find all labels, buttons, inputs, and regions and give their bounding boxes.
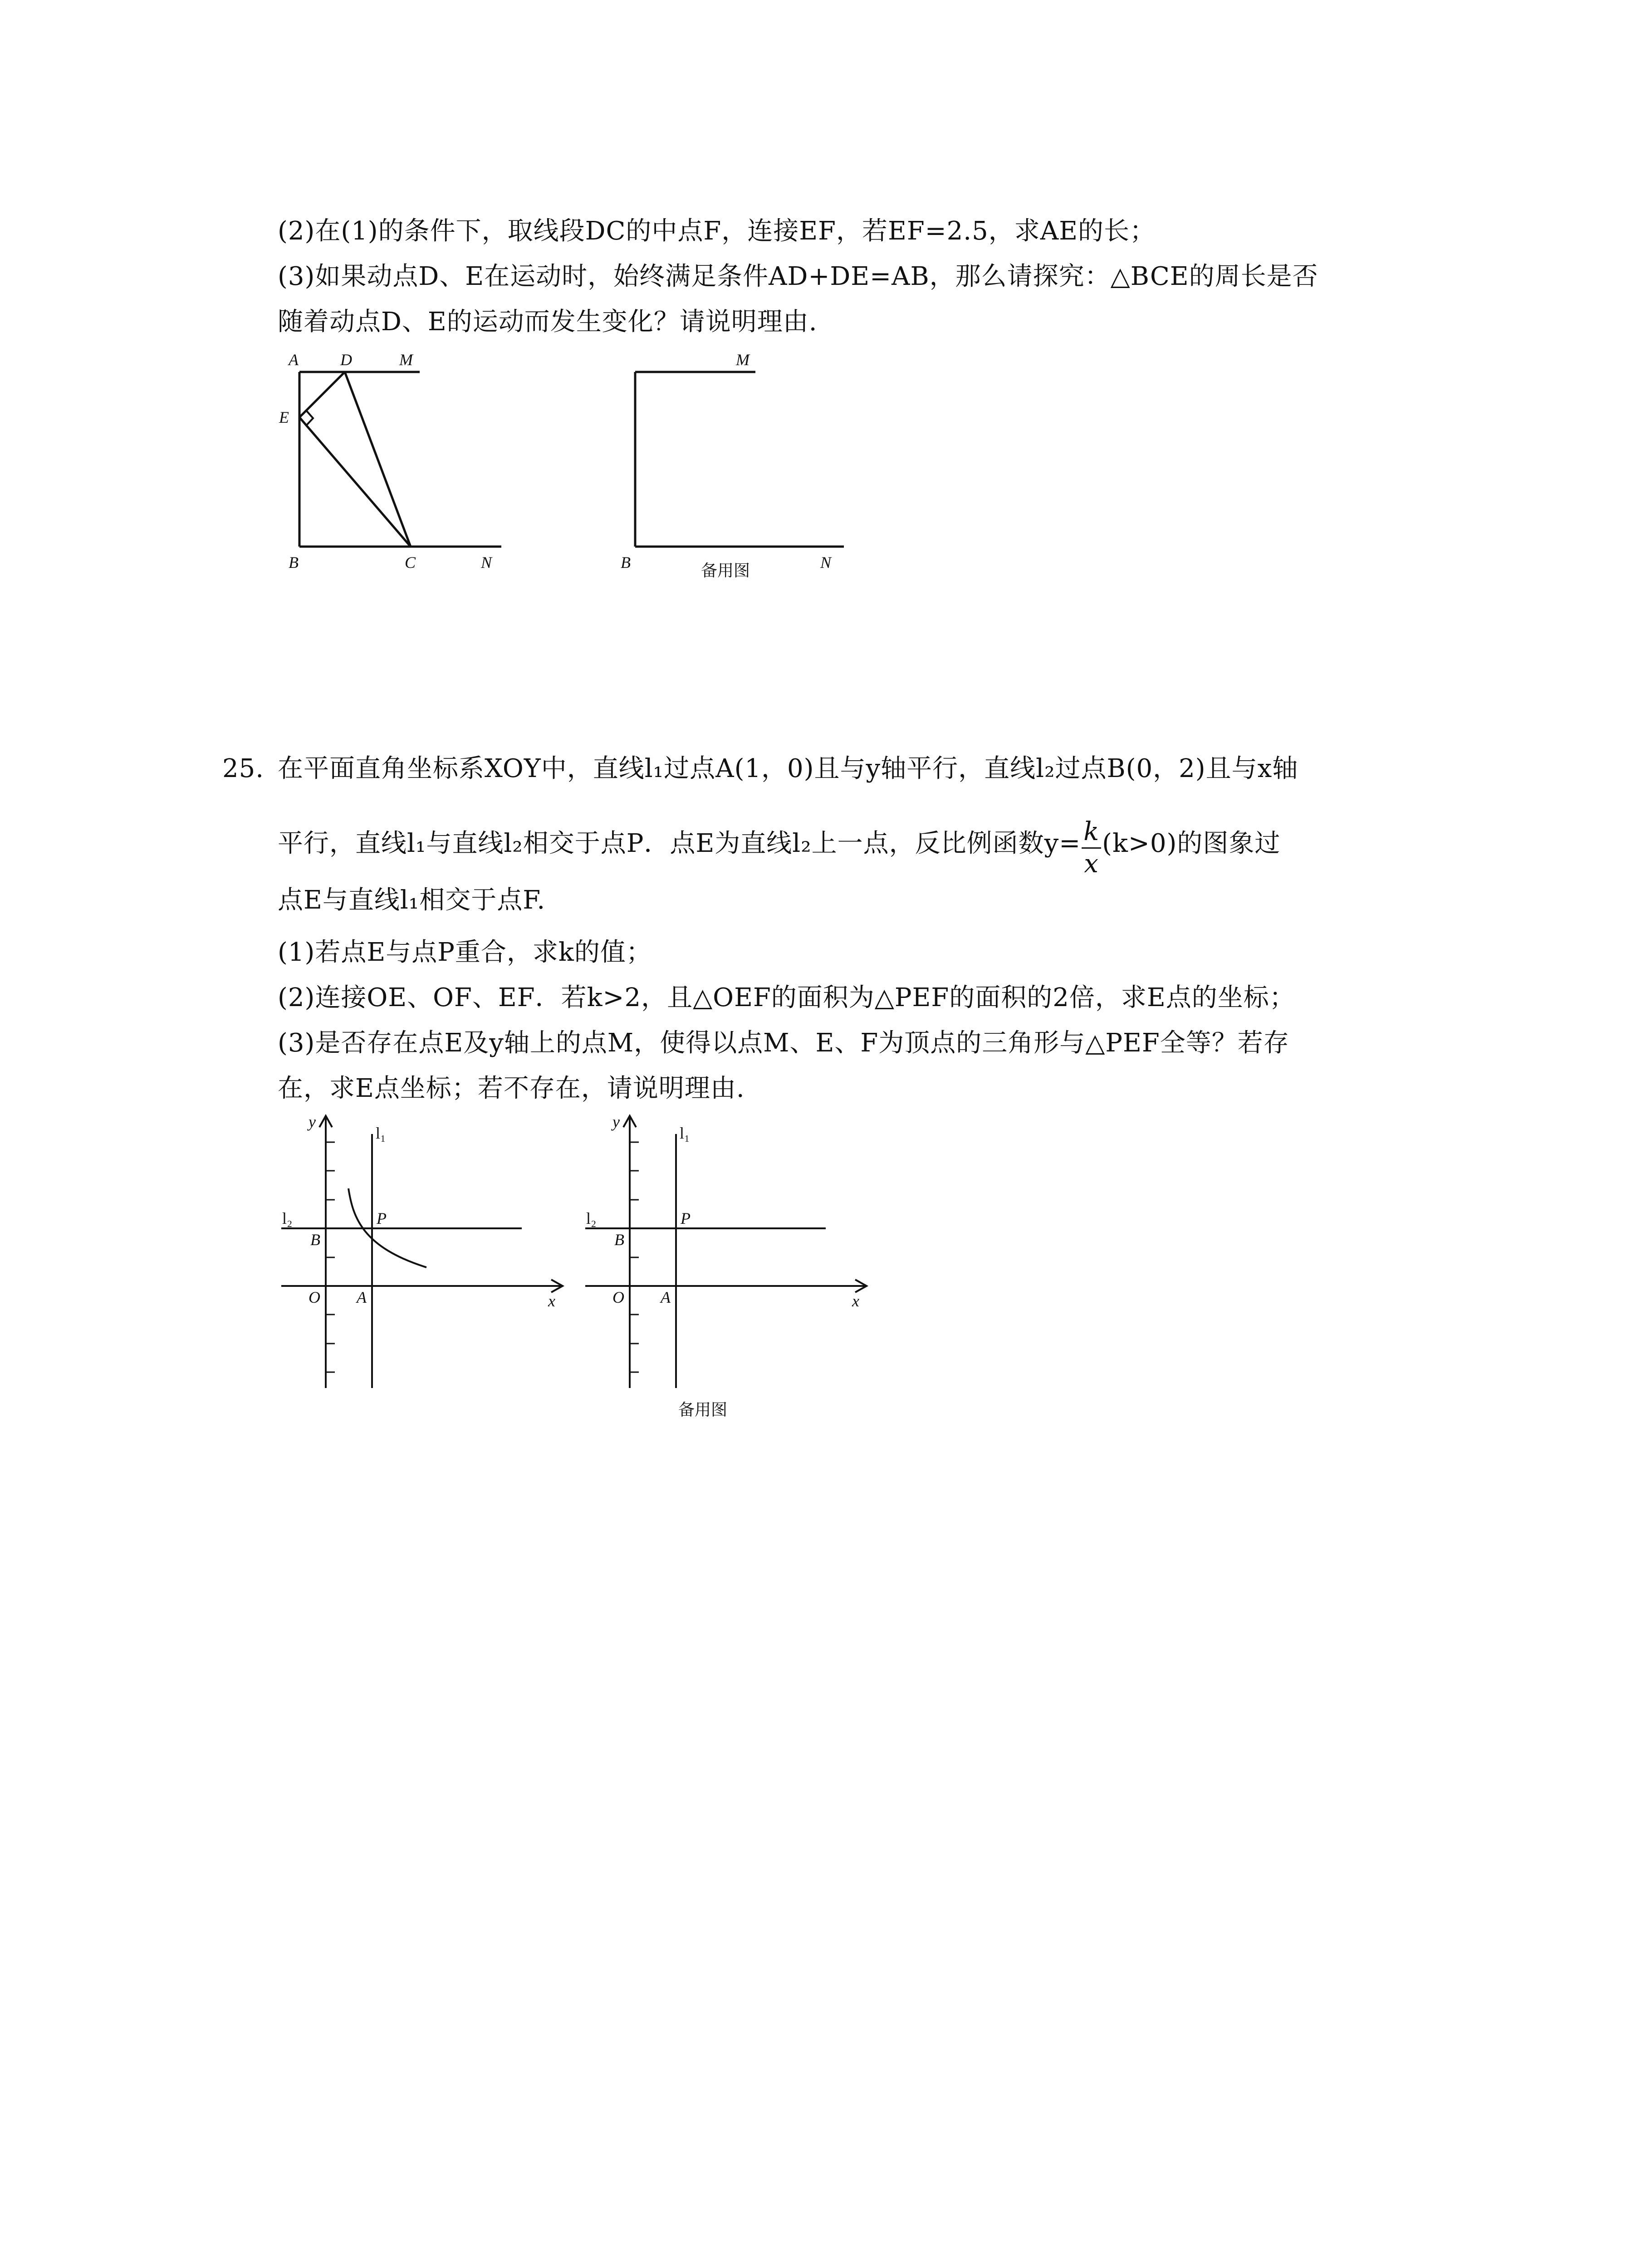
spare-graph-label-P: P <box>681 1209 691 1227</box>
label-C: C <box>405 553 416 572</box>
spare-caption: 备用图 <box>701 562 750 580</box>
q25-graph-spare <box>576 1107 876 1424</box>
spare-graph-label-l1: l₁ <box>680 1124 690 1142</box>
spare-graph-label-A: A <box>661 1288 671 1306</box>
q25-line2-after: (k>0)的图象过 <box>1102 829 1281 858</box>
q24-part2: (2)在(1)的条件下，取线段DC的中点F，连接EF，若EF=2.5，求AE的长； <box>278 216 1156 246</box>
graph-label-y: y <box>309 1113 316 1131</box>
label-N: N <box>481 553 492 572</box>
q25-graph-main <box>272 1107 572 1406</box>
label-E: E <box>279 408 289 426</box>
q25-part1: (1)若点E与点P重合，求k的值； <box>278 938 652 967</box>
fraction-denominator: x <box>1084 849 1099 879</box>
q25-line1: 在平面直角坐标系XOY中，直线l₁过点A(1，0)且与y轴平行，直线l₂过点B(0，2)且与x轴 <box>278 754 1298 783</box>
spare-label-N: N <box>820 553 832 572</box>
spare-graph-label-l2: l₂ <box>586 1209 597 1227</box>
q25-line2-before: 平行，直线l₁与直线l₂相交于点P．点E为直线l₂上一点，反比例函数y= <box>278 829 1081 858</box>
graph-label-O: O <box>309 1288 320 1306</box>
graph-label-B: B <box>310 1231 320 1249</box>
graph-label-l1: l₁ <box>376 1124 386 1142</box>
q25-part3-line1: (3)是否存在点E及y轴上的点M，使得以点M、E、F为顶点的三角形与△PEF全等？若存 <box>278 1028 1289 1058</box>
spare-graph-caption: 备用图 <box>678 1401 728 1419</box>
q24-figure-spare <box>617 345 871 581</box>
q25-line3: 点E与直线l₁相交于点F. <box>278 885 546 915</box>
spare-graph-label-x: x <box>852 1292 859 1310</box>
q24-part3-line2: 随着动点D、E的运动而发生变化？请说明理由. <box>278 307 818 337</box>
spare-graph-label-y: y <box>612 1113 620 1131</box>
spare-graph-label-B: B <box>614 1231 624 1249</box>
q25-part2: (2)连接OE、OF、EF．若k>2，且△OEF的面积为△PEF的面积的2倍，求E点的坐标； <box>278 983 1295 1012</box>
spare-label-M: M <box>736 351 749 369</box>
fraction-k-over-x <box>1082 819 1101 877</box>
graph-label-P: P <box>377 1209 387 1227</box>
label-M: M <box>399 351 413 369</box>
q25-number: 25. <box>222 754 265 783</box>
q25-part3-line2: 在，求E点坐标；若不存在，请说明理由. <box>278 1074 745 1103</box>
q25-line2 <box>278 816 1281 879</box>
graph-label-A: A <box>357 1288 367 1306</box>
graph-label-x: x <box>548 1292 555 1310</box>
graph-label-l2: l₂ <box>282 1209 293 1227</box>
fraction-numerator: k <box>1082 819 1101 849</box>
label-B: B <box>289 553 299 572</box>
label-D: D <box>340 351 352 369</box>
spare-label-B: B <box>621 553 631 572</box>
label-A: A <box>289 351 299 369</box>
spare-graph-label-O: O <box>612 1288 624 1306</box>
q24-figure-main <box>272 345 526 581</box>
q24-part3-line1: (3)如果动点D、E在运动时，始终满足条件AD+DE=AB，那么请探究：△BCE的周长是否 <box>278 262 1318 291</box>
